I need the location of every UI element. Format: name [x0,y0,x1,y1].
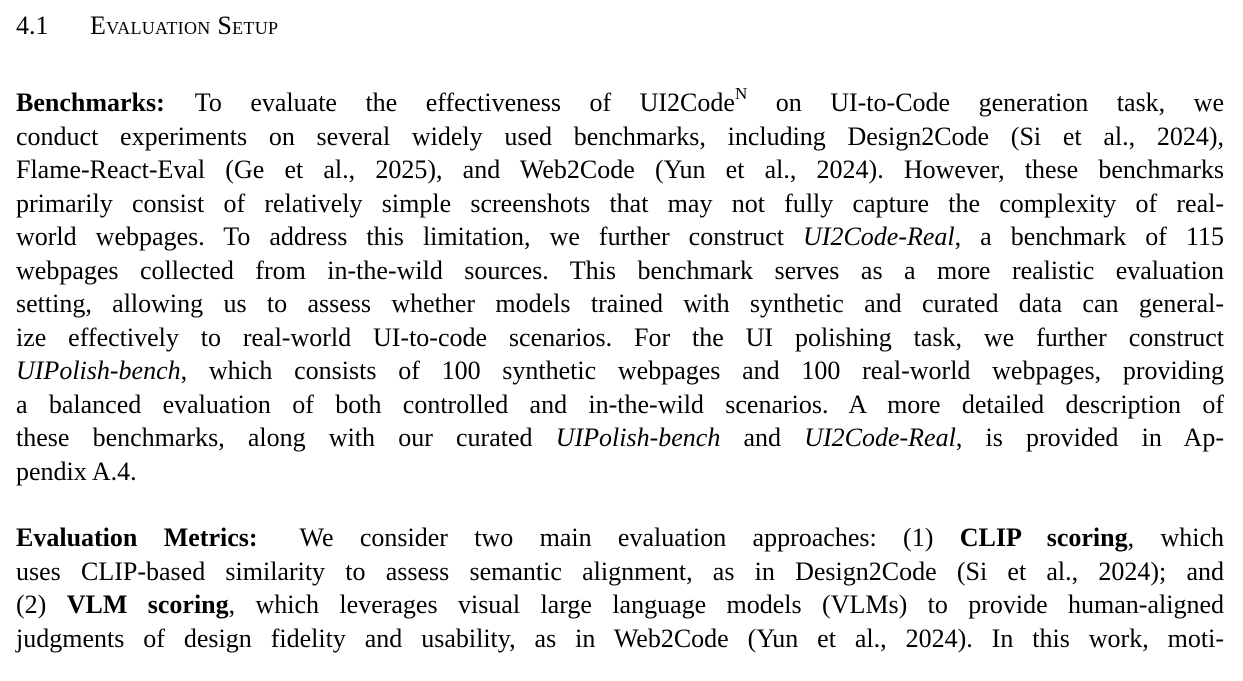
paragraph-line: pendix A.4. [16,456,137,486]
metrics-paragraph [16,521,1224,655]
paragraph-line: these benchmarks, along with our curated UIPolish-bench and UI2Code-Real, is provided in Ap- [16,423,1224,452]
paragraph-line: primarily consist of relatively simple screenshots that may not fully capture the complexity of real- [16,188,1224,218]
paragraph-line: conduct experiments on several widely used benchmarks, including Design2Code (Si et al., 2024), [16,121,1224,151]
paragraph-line: UIPolish-bench, which consists of 100 synthetic webpages and 100 real-world webpages, providing [16,356,1224,385]
paragraph-line: world webpages. To address this limitation, we further construct UI2Code-Real, a benchmark of 115 [16,222,1224,251]
paragraph-line: uses CLIP-based similarity to assess semantic alignment, as in Design2Code (Si et al., 2024); and [16,556,1224,586]
paragraph-line: a balanced evaluation of both controlled and in-the-wild scenarios. A more detailed description of [16,389,1224,419]
paragraph-line: Flame-React-Eval (Ge et al., 2025), and Web2Code (Yun et al., 2024). However, these benchmarks [16,155,1224,184]
metrics-heading: Evaluation Metrics: [16,523,258,552]
term-clip-scoring: CLIP scoring [959,523,1128,552]
benchmark-name-ui2code-real: UI2Code-Real [804,423,956,452]
paragraph-line: (2) VLM scoring, which leverages visual large language models (VLMs) to provide human-aligned [16,590,1224,619]
paragraph-line: Benchmarks: To evaluate the effectiveness of UI2Code$^N$ on UI-to-Code generation task, we [16,84,1224,117]
section-heading [16,6,278,46]
paragraph-line: webpages collected from in-the-wild sources. This benchmark serves as a more realistic evaluation [16,255,1224,285]
superscript-n: N [734,84,748,103]
benchmark-name-ui2code-real: UI2Code-Real [803,222,955,251]
paragraph-line: Evaluation Metrics: We consider two main evaluation approaches: (1) CLIP scoring, which [16,523,1224,552]
paragraph-line: ize effectively to real-world UI-to-code scenarios. For the UI polishing task, we further construct [16,322,1224,352]
paragraph-line: judgments of design fidelity and usability, as in Web2Code (Yun et al., 2024). In this work, moti- [16,623,1224,653]
benchmarks-paragraph [16,86,1224,488]
paragraph-line: setting, allowing us to assess whether models trained with synthetic and curated data can general- [16,289,1224,318]
benchmarks-heading: Benchmarks: [16,88,165,117]
benchmark-name-uipolish-bench: UIPolish-bench [16,356,181,385]
section-title: Evaluation Setup [90,11,279,40]
term-vlm-scoring: VLM scoring [66,590,229,619]
section-number: 4.1 [16,11,49,40]
benchmark-name-uipolish-bench: UIPolish-bench [555,423,721,452]
